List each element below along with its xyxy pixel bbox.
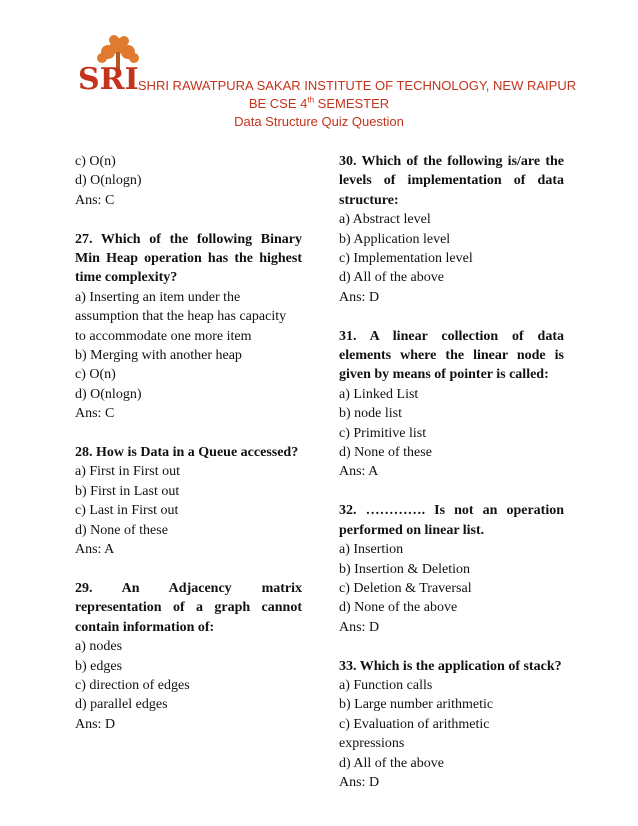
option: c) O(n): [75, 367, 116, 383]
right-column: [339, 152, 564, 792]
option: b) Large number arithmetic: [339, 697, 494, 713]
option: b) Insertion & Deletion: [339, 561, 471, 577]
answer: Ans: D: [339, 619, 380, 635]
option: a) First in First out: [75, 464, 181, 480]
answer: Ans: D: [339, 774, 380, 790]
question-27: 27. Which of the following Binary Min Heap operation has the highest time complexity?: [75, 231, 302, 286]
option: c) O(n): [75, 154, 116, 169]
answer: Ans: C: [75, 192, 115, 208]
option: to accommodate one more item: [75, 328, 252, 344]
page-header: [0, 0, 638, 140]
option: d) All of the above: [339, 755, 444, 771]
answer: Ans: C: [75, 406, 115, 422]
option: d) None of the above: [339, 600, 458, 616]
option: a) Function calls: [339, 677, 433, 693]
answer: Ans: A: [75, 542, 115, 558]
option: d) None of these: [75, 522, 168, 538]
option: a) Linked List: [339, 386, 419, 402]
answer: Ans: D: [75, 716, 116, 732]
quiz-title: Data Structure Quiz Question: [234, 114, 404, 129]
option: a) nodes: [75, 639, 123, 655]
answer: Ans: D: [339, 289, 380, 305]
option: c) Last in First out: [75, 503, 179, 519]
option: c) Deletion & Traversal: [339, 580, 472, 596]
semester-line: BE CSE 4th SEMESTER: [248, 95, 390, 111]
option: b) Merging with another heap: [75, 348, 242, 364]
option: b) Application level: [339, 231, 451, 247]
option: a) Inserting an item under the: [75, 289, 241, 305]
option: c) Primitive list: [339, 425, 427, 441]
answer: Ans: A: [339, 464, 379, 480]
institute-name: SHRI RAWATPURA SAKAR INSTITUTE OF TECHNOLOGY, NEW RAIPUR: [137, 78, 577, 93]
question-33: 33. Which is the application of stack?: [339, 658, 562, 674]
option: expressions: [339, 736, 405, 752]
left-column: [75, 152, 302, 734]
option: b) First in Last out: [75, 483, 180, 499]
option: a) Abstract level: [339, 212, 431, 228]
option: c) direction of edges: [75, 677, 190, 693]
option: c) Implementation level: [339, 251, 473, 267]
option: c) Evaluation of arithmetic: [339, 716, 490, 732]
question-28: 28. How is Data in a Queue accessed?: [75, 445, 299, 461]
option: b) node list: [339, 406, 402, 422]
option: a) Insertion: [339, 542, 404, 558]
option: b) edges: [75, 658, 123, 674]
option: d) O(nlogn): [75, 173, 142, 189]
option: assumption that the heap has capacity: [75, 309, 287, 325]
option: d) None of these: [339, 445, 432, 461]
question-32: 32. …………. Is not an operation performed on linear list.: [339, 503, 564, 538]
question-31: 31. A linear collection of data elements where the linear node is given by means of pointer is called:: [339, 328, 564, 383]
logo-text: SRI: [78, 62, 139, 97]
option: d) All of the above: [339, 270, 444, 286]
option: d) O(nlogn): [75, 386, 142, 402]
question-29: 29. An Adjacency matrix representation of a graph cannot contain information of:: [75, 580, 302, 635]
option: d) parallel edges: [75, 697, 168, 713]
question-30: 30. Which of the following is/are the levels of implementation of data structure:: [339, 154, 564, 208]
